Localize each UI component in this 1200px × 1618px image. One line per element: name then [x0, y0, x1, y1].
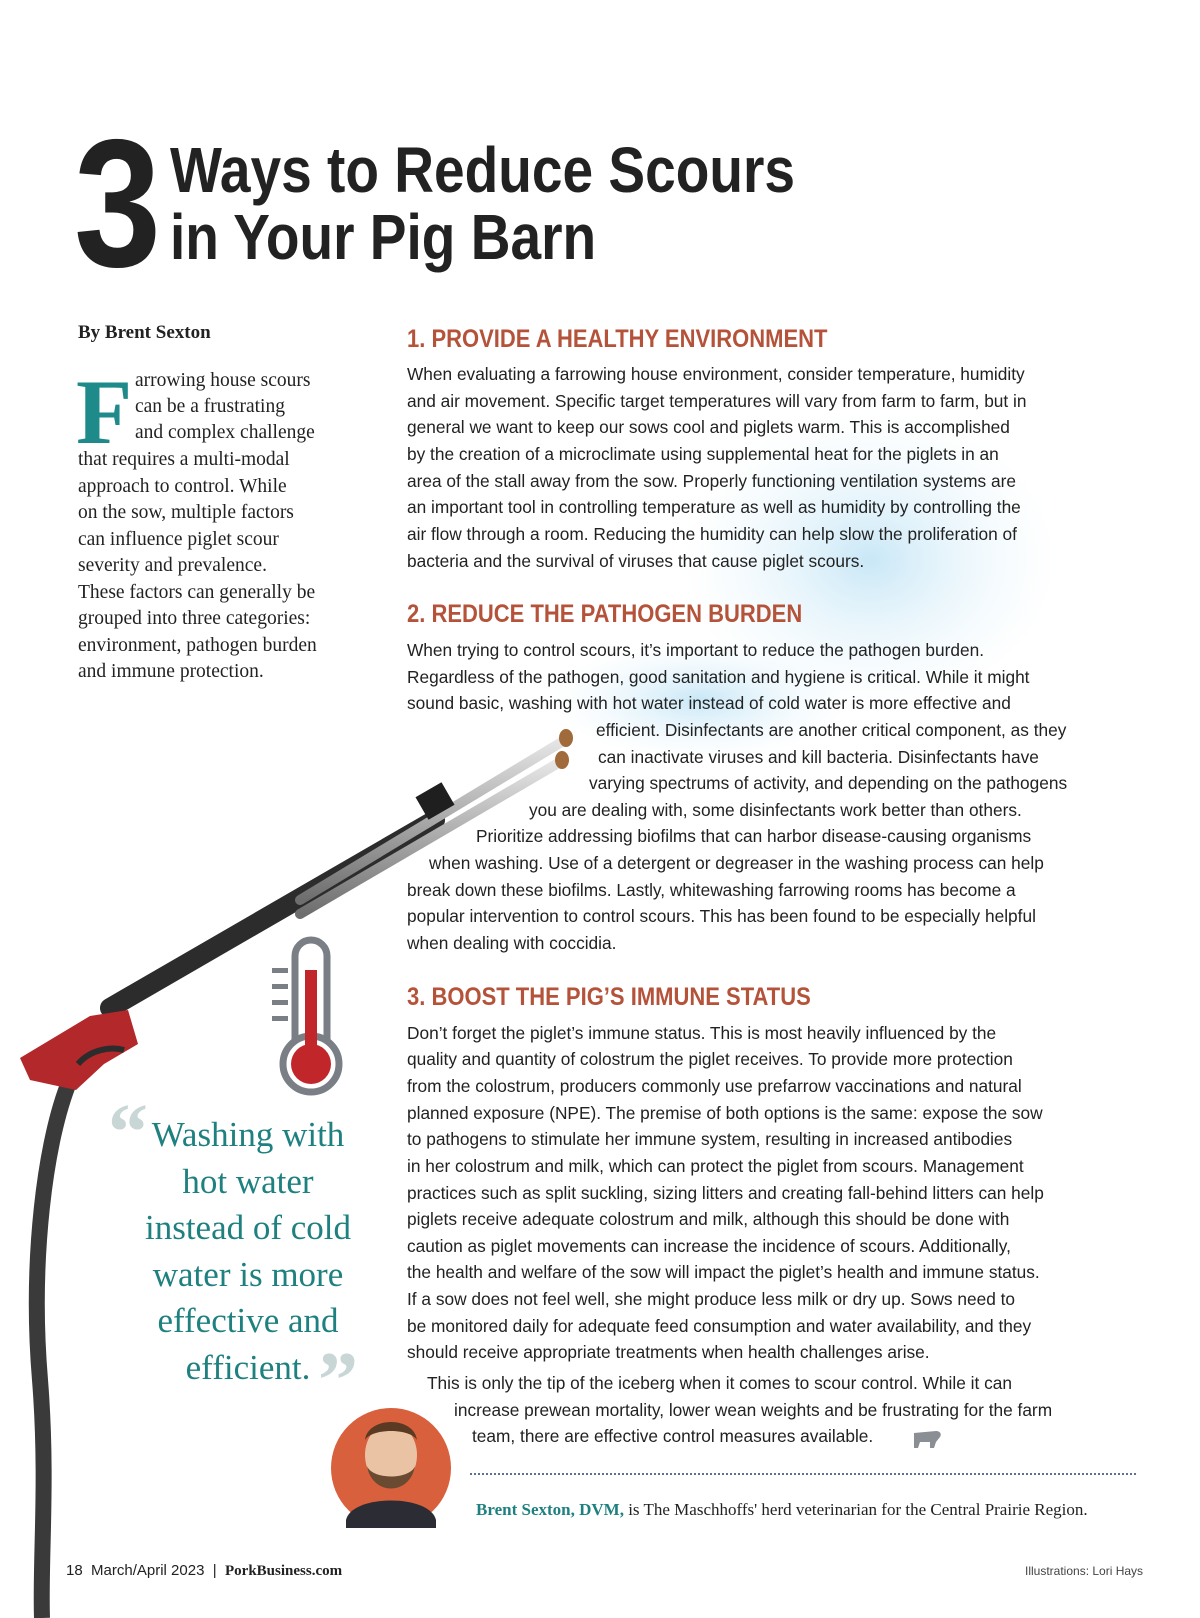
section-2-line: Prioritize addressing biofilms that can harbor disease-causing organisms: [476, 826, 1032, 846]
intro-line: These factors can generally be: [78, 582, 316, 603]
section-2-line: break down these biofilms. Lastly, whitewashing farrowing rooms has become a: [407, 880, 1016, 900]
section-1-line: an important tool in controlling temperature as well as humidity by controlling the: [407, 497, 1021, 517]
author-name: Brent Sexton, DVM,: [476, 1500, 624, 1519]
intro-line: on the sow, multiple factors: [78, 502, 294, 523]
section-heading-2: 2. REDUCE THE PATHOGEN BURDEN: [407, 600, 803, 628]
section-1-line: by the creation of a microclimate using supplemental heat for the piglets in an: [407, 444, 999, 464]
footer-site: PorkBusiness.com: [225, 1563, 343, 1579]
byline: By Brent Sexton: [78, 322, 211, 343]
section-3-line: to pathogens to stimulate her immune system, resulting in increased antibodies: [407, 1129, 1013, 1149]
section-1-line: When evaluating a farrowing house environment, consider temperature, humidity: [407, 364, 1025, 384]
section-3-line: increase prewean mortality, lower wean weights and be frustrating for the farm: [454, 1400, 1053, 1420]
page-title-line-2: in Your Pig Barn: [170, 201, 597, 273]
drop-cap: F: [76, 361, 133, 463]
nozzle-2: [555, 751, 569, 769]
section-2-line: When trying to control scours, it’s important to reduce the pathogen burden.: [407, 640, 985, 660]
pull-quote-line: Washing with: [151, 1115, 345, 1154]
author-bio: [476, 1500, 1088, 1520]
section-1-line: air flow through a room. Reducing the humidity can help slow the proliferation of: [407, 524, 1017, 544]
close-quote-mark: ”: [318, 1337, 358, 1425]
section-2-line: Regardless of the pathogen, good sanitation and hygiene is critical. While it might: [407, 667, 1030, 687]
pull-quote-line: instead of cold: [144, 1208, 352, 1247]
intro-line: grouped into three categories:: [78, 608, 311, 629]
section-3-line: practices such as split suckling, sizing litters and creating fall-behind litters can help: [407, 1183, 1044, 1203]
section-2-line: when dealing with coccidia.: [407, 933, 617, 953]
section-2-line: when washing. Use of a detergent or degreaser in the washing process can help: [429, 853, 1044, 873]
section-1-line: general we want to keep our sows cool and piglets warm. This is accomplished: [407, 417, 1010, 437]
intro-line: and complex challenge: [135, 422, 315, 443]
section-2-line: can inactivate viruses and kill bacteria. Disinfectants have: [598, 747, 1039, 767]
section-3-line: team, there are effective control measures available.: [472, 1426, 874, 1446]
section-3-line: in her colostrum and milk, which can protect the piglet from scours. Management: [407, 1156, 1024, 1176]
section-1-line: bacteria and the survival of viruses that cause piglet scours.: [407, 551, 865, 571]
author-bio-text: is The Maschhoffs' herd veterinarian for the Central Prairie Region.: [623, 1500, 1088, 1519]
divider: [470, 1473, 1136, 1475]
intro-line: can influence piglet scour: [78, 529, 279, 550]
open-quote-mark: “: [108, 1089, 148, 1177]
section-2-line: efficient. Disinfectants are another critical component, as they: [596, 720, 1067, 740]
page-title-line-1: Ways to Reduce Scours: [170, 134, 795, 206]
section-2-line: popular intervention to control scours. This has been found to be especially helpful: [407, 906, 1036, 926]
page-info: 18 March/April 2023: [66, 1562, 205, 1579]
section-3-line: piglets receive adequate colostrum and milk, although this should be done with: [407, 1209, 1010, 1229]
pull-quote-line: hot water: [182, 1162, 314, 1201]
section-2-line: you are dealing with, some disinfectants work better than others.: [529, 800, 1022, 820]
footer-separator: |: [212, 1562, 217, 1579]
intro-line: severity and prevalence.: [78, 555, 267, 576]
section-3-line: If a sow does not feel well, she might produce less milk or dry up. Sows need to: [407, 1289, 1016, 1309]
section-3-line: quality and quantity of colostrum the piglet receives. To provide more protection: [407, 1049, 1013, 1069]
section-3-line: the health and welfare of the sow will impact the piglet’s health and immune status.: [407, 1262, 1040, 1282]
section-3-line: from the colostrum, producers commonly use prefarrow vaccinations and natural: [407, 1076, 1022, 1096]
nozzle-1: [559, 729, 573, 747]
section-3-line: Don’t forget the piglet’s immune status. This is most heavily influenced by the: [407, 1023, 997, 1043]
page-footer: [66, 1562, 342, 1580]
intro-line: and immune protection.: [78, 661, 264, 682]
intro-line: can be a frustrating: [135, 396, 285, 417]
thermometer-icon: [272, 940, 339, 1092]
hose: [37, 1080, 70, 1618]
wand-upper-1: [300, 740, 565, 900]
intro-line: environment, pathogen burden: [78, 635, 317, 656]
section-3-line: be monitored daily for adequate feed consumption and water availability, and they: [407, 1316, 1032, 1336]
pig-end-icon: [914, 1431, 941, 1448]
section-heading-1: 1. PROVIDE A HEALTHY ENVIRONMENT: [407, 325, 828, 353]
title-number: 3: [74, 101, 158, 305]
section-3-line: should receive appropriate treatments when health challenges arise.: [407, 1342, 930, 1362]
section-1-line: and air movement. Specific target temperatures will vary from farm to farm, but in: [407, 391, 1027, 411]
intro-line: arrowing house scours: [135, 370, 311, 391]
intro-line: that requires a multi-modal: [78, 449, 290, 470]
pull-quote-line: effective and: [157, 1301, 339, 1340]
intro-line: approach to control. While: [78, 476, 287, 497]
pull-quote-line: water is more: [152, 1255, 344, 1294]
author-photo: [331, 1408, 451, 1528]
section-heading-3: 3. BOOST THE PIG’S IMMUNE STATUS: [407, 983, 811, 1011]
section-3-line: This is only the tip of the iceberg when it comes to scour control. While it can: [427, 1373, 1012, 1393]
section-3-line: caution as piglet movements can increase the incidence of scours. Additionally,: [407, 1236, 1011, 1256]
section-1-line: area of the stall away from the sow. Properly functioning ventilation systems are: [407, 471, 1016, 491]
illustration-credit: Illustrations: Lori Hays: [1025, 1564, 1144, 1578]
pull-quote-line: efficient.: [185, 1348, 311, 1387]
section-2-line: sound basic, washing with hot water instead of cold water is more effective and: [407, 693, 1011, 713]
section-2-line: varying spectrums of activity, and depending on the pathogens: [589, 773, 1068, 793]
section-3-line: planned exposure (NPE). The premise of both options is the same: expose the sow: [407, 1103, 1043, 1123]
